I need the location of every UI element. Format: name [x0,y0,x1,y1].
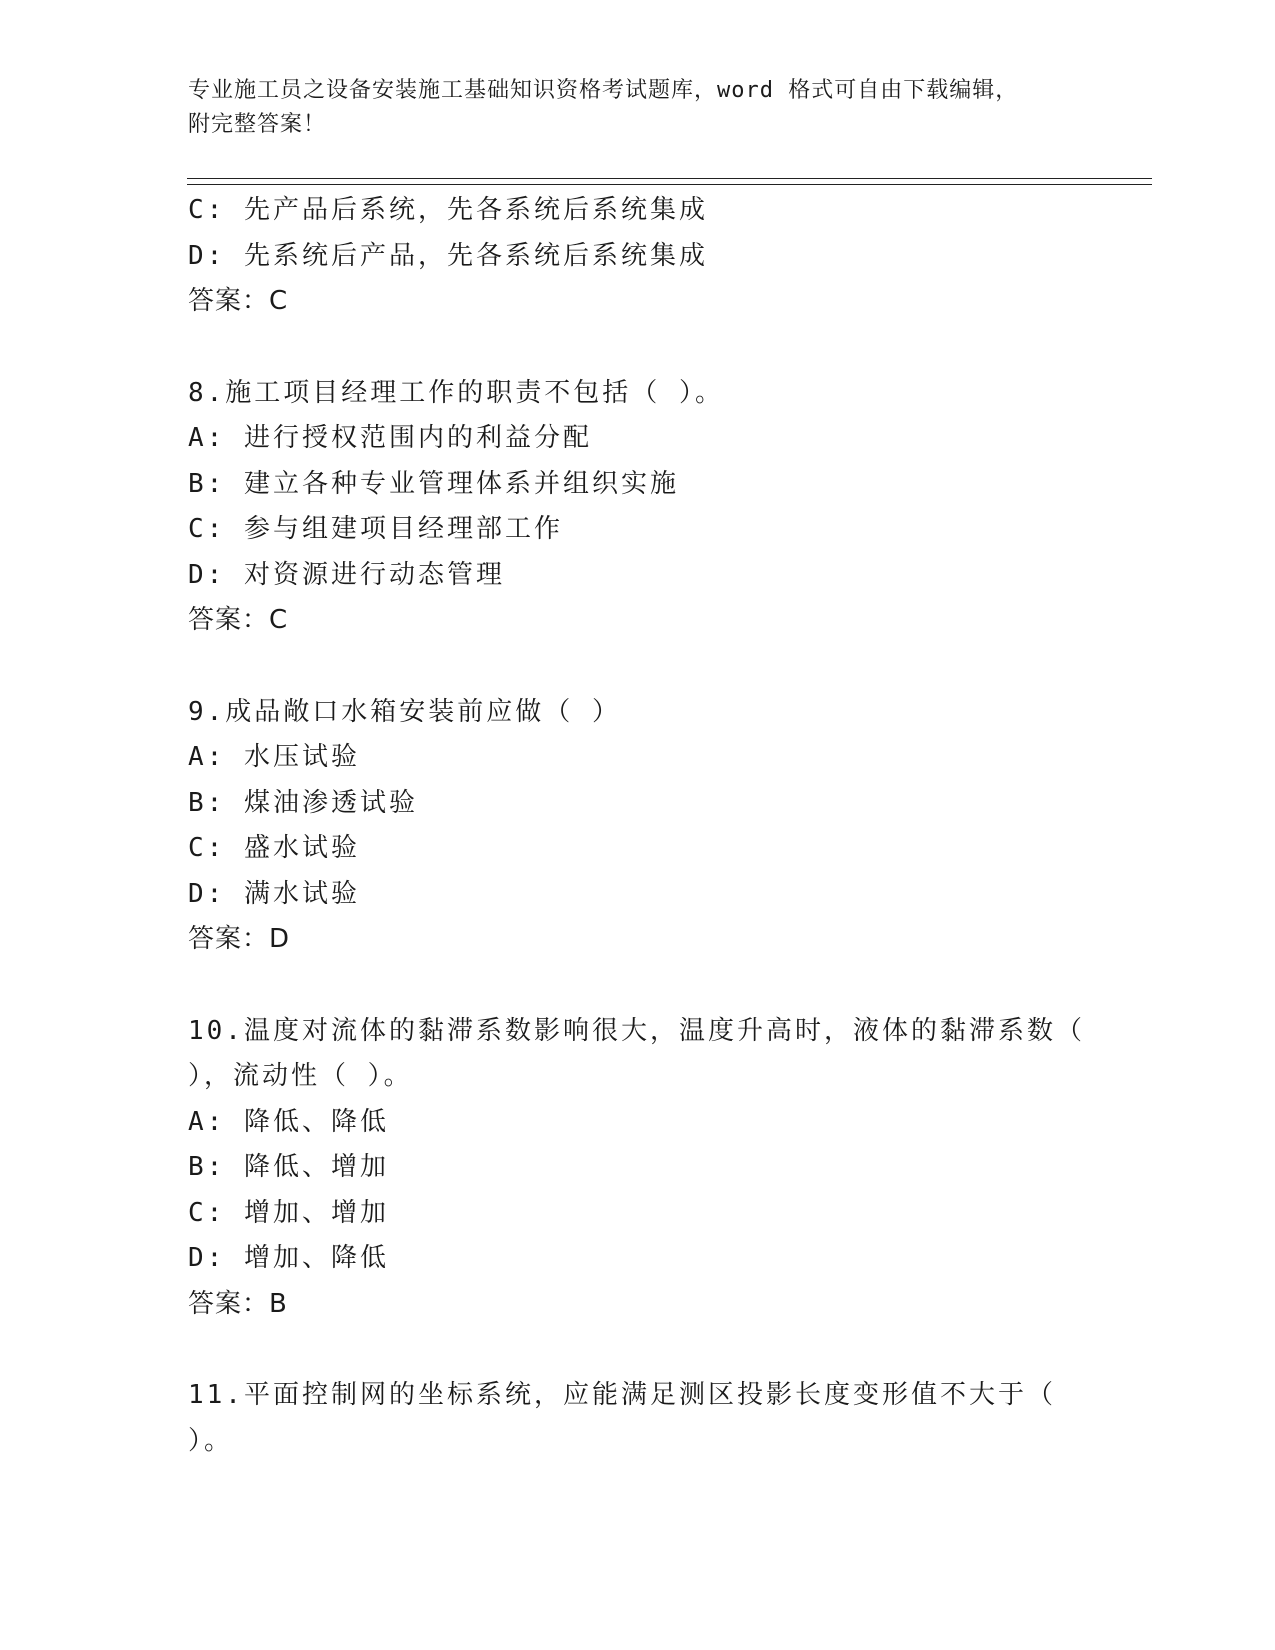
answer: 答案：C [188,286,289,316]
option-c: C: 先产品后系统，先各系统后系统集成 [188,195,708,225]
question-8 [188,371,1088,644]
spacer [188,644,1088,690]
spacer [188,1327,1088,1373]
header-line-1: 专业施工员之设备安装施工基础知识资格考试题库，word 格式可自由下载编辑， [188,78,1019,103]
option-d: D: 满水试验 [188,878,360,909]
option-a: A: 进行授权范围内的利益分配 [188,423,592,453]
header-rule-bottom [187,184,1152,185]
answer: 答案：B [188,1288,288,1319]
option-b: B: 建立各种专业管理体系并组织实施 [188,468,679,499]
question-stem: 10.温度对流体的黏滞系数影响很大，温度升高时，液体的黏滞系数（ [188,1015,1085,1046]
option-c: C: 盛水试验 [188,833,360,863]
answer: 答案：D [188,924,291,954]
option-c: C: 增加、增加 [188,1197,389,1228]
option-b: B: 降低、增加 [188,1152,389,1182]
option-d: D: 增加、降低 [188,1243,389,1273]
document-header [188,74,1088,142]
option-a: A: 降低、降低 [188,1106,389,1137]
question-stem: 9.成品敞口水箱安装前应做（ ） [188,696,621,727]
option-d: D: 对资源进行动态管理 [188,559,505,590]
question-stem-continued: ）。 [188,1425,234,1456]
spacer [188,963,1088,1009]
question-stem-continued: ），流动性（ ）。 [188,1061,413,1091]
header-rule-top [187,178,1152,179]
question-11 [188,1373,1088,1464]
spacer [188,325,1088,371]
option-b: B: 煤油渗透试验 [188,787,418,818]
answer: 答案：C [188,605,289,635]
header-line-2: 附完整答案！ [188,112,327,137]
question-10 [188,1009,1088,1328]
question-9 [188,690,1088,963]
option-d: D: 先系统后产品，先各系统后系统集成 [188,240,708,271]
question-7-continued [188,188,1088,325]
question-stem: 11.平面控制网的坐标系统，应能满足测区投影长度变形值不大于（ [188,1380,1056,1410]
option-a: A: 水压试验 [188,742,360,772]
question-list [188,188,1088,1464]
option-c: C: 参与组建项目经理部工作 [188,514,563,544]
question-stem: 8.施工项目经理工作的职责不包括（ ）。 [188,377,724,408]
